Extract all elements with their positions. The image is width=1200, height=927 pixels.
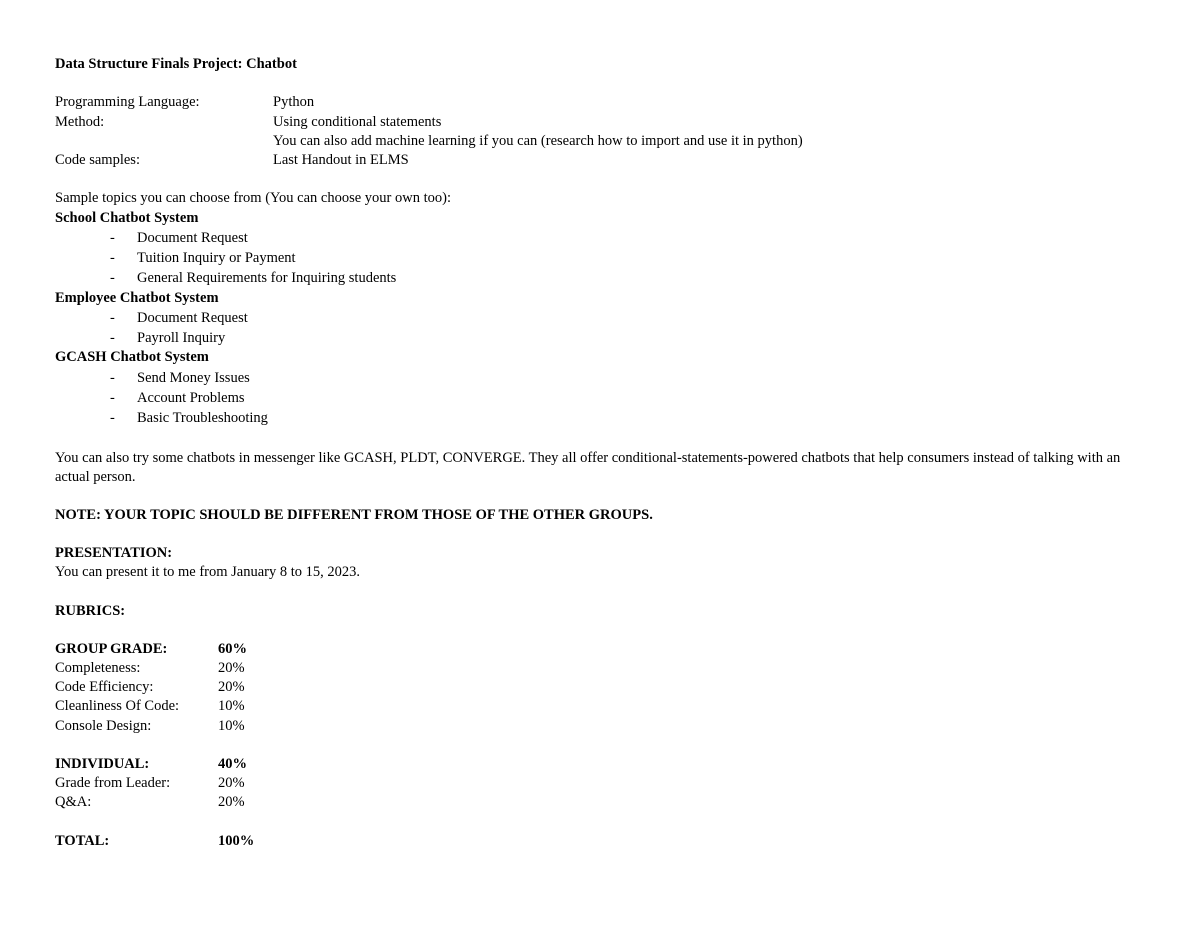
bullet-dash: - <box>110 310 115 326</box>
list-item-text: General Requirements for Inquiring students <box>137 270 397 286</box>
rubric-label: GROUP GRADE: <box>55 641 168 657</box>
rubric-value: 20% <box>218 660 245 676</box>
list-item-text: Document Request <box>137 310 248 326</box>
info-row-method <box>55 113 442 132</box>
presentation-text: You can present it to me from January 8 to 15, 2023. <box>55 564 360 580</box>
bullet-dash: - <box>110 330 115 346</box>
info-value: Python <box>273 94 315 110</box>
info-value: Using conditional statements <box>273 114 442 130</box>
rubric-value: 20% <box>218 679 245 695</box>
rubric-label: INDIVIDUAL: <box>55 756 150 772</box>
rubric-value: 20% <box>218 794 245 810</box>
rubric-value: 20% <box>218 775 245 791</box>
rubric-row <box>55 659 245 678</box>
rubric-value: 60% <box>218 641 247 657</box>
rubrics-heading: RUBRICS: <box>55 603 126 619</box>
bullet-dash: - <box>110 390 115 406</box>
info-label: Programming Language: <box>55 94 200 110</box>
list-item-text: Document Request <box>137 230 248 246</box>
list-item-text: Account Problems <box>137 390 245 406</box>
rubric-value: 100% <box>218 833 255 849</box>
messenger-note: You can also try some chatbots in messenger like GCASH, PLDT, CONVERGE. They all offer conditional-statements-powered chatbots that help consumers instead of talking with an actual person. <box>55 450 1121 485</box>
rubric-label: Cleanliness Of Code: <box>55 698 180 714</box>
topic-heading-employee: Employee Chatbot System <box>55 290 219 306</box>
rubric-row <box>55 717 245 736</box>
info-row-language <box>55 93 315 112</box>
topic-heading-gcash: GCASH Chatbot System <box>55 349 209 365</box>
info-value: Last Handout in ELMS <box>273 152 409 168</box>
rubric-label: Grade from Leader: <box>55 775 171 791</box>
info-label: Code samples: <box>55 152 140 168</box>
rubric-value: 40% <box>218 756 247 772</box>
presentation-heading: PRESENTATION: <box>55 545 173 561</box>
rubric-label: Q&A: <box>55 794 92 810</box>
rubric-individual <box>55 755 247 774</box>
topics-intro: Sample topics you can choose from (You can choose your own too): <box>55 190 451 206</box>
rubric-group-grade <box>55 640 247 659</box>
rubric-value: 10% <box>218 718 245 734</box>
bullet-dash: - <box>110 250 115 266</box>
info-value: You can also add machine learning if you can (research how to import and use it in python) <box>273 133 803 149</box>
group-topic-note: NOTE: YOUR TOPIC SHOULD BE DIFFERENT FROM THOSE OF THE OTHER GROUPS. <box>55 507 653 523</box>
document-title: Data Structure Finals Project: Chatbot <box>55 56 297 72</box>
list-item-text: Send Money Issues <box>137 370 250 386</box>
rubric-total <box>55 832 255 851</box>
rubric-label: Code Efficiency: <box>55 679 154 695</box>
topic-heading-school: School Chatbot System <box>55 210 199 226</box>
rubric-row <box>55 774 245 793</box>
rubric-label: TOTAL: <box>55 833 110 849</box>
info-label: Method: <box>55 114 105 130</box>
list-item-text: Tuition Inquiry or Payment <box>137 250 296 266</box>
rubric-label: Completeness: <box>55 660 141 676</box>
rubric-label: Console Design: <box>55 718 152 734</box>
rubric-row <box>55 793 245 812</box>
rubric-value: 10% <box>218 698 245 714</box>
bullet-dash: - <box>110 370 115 386</box>
bullet-dash: - <box>110 270 115 286</box>
list-item-text: Basic Troubleshooting <box>137 410 268 426</box>
rubric-row <box>55 697 245 716</box>
bullet-dash: - <box>110 410 115 426</box>
list-item-text: Payroll Inquiry <box>137 330 226 346</box>
info-row-code-samples <box>55 151 409 170</box>
rubric-row <box>55 678 245 697</box>
bullet-dash: - <box>110 230 115 246</box>
